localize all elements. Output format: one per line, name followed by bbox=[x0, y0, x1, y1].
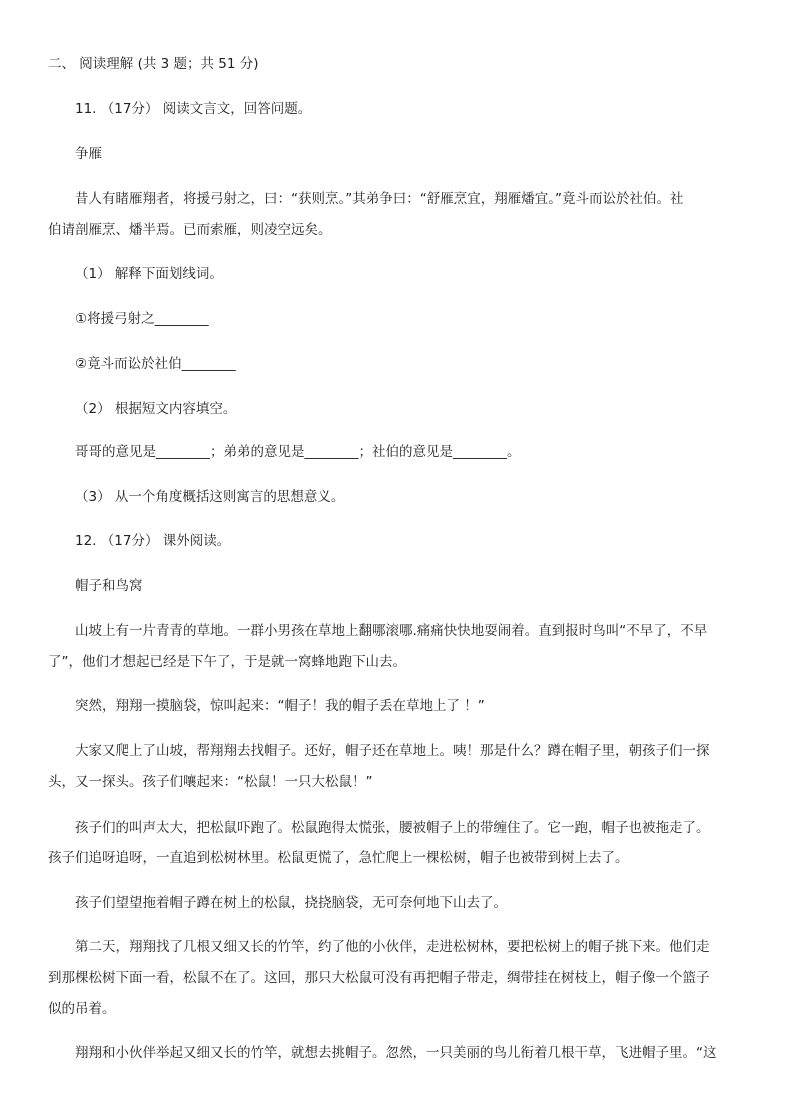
paragraph-line: 大家又爬上了山坡，帮翔翔去找帽子。还好，帽子还在草地上。咦！那是什么？蹲在帽子里，朝孩子们一探 bbox=[75, 743, 710, 759]
sub-question-1a: ①将援弓射之________ bbox=[75, 311, 209, 327]
section-header: 二、 阅读理解 (共 3 题；共 51 分) bbox=[48, 56, 259, 72]
passage-line: 伯请剖雁烹、燔半焉。已而索雁，则凌空远矣。 bbox=[48, 222, 332, 238]
paragraph-line: 似的吊着。 bbox=[48, 1001, 116, 1017]
question-11-stem: 11. （17分） 阅读文言文，回答问题。 bbox=[75, 101, 312, 117]
paragraph-line: 孩子们追呀追呀，一直追到松树林里。松鼠更慌了，急忙爬上一棵松树，帽子也被带到树上去了。 bbox=[48, 850, 629, 866]
sub-question-1: （1） 解释下面划线词。 bbox=[75, 266, 223, 282]
sub-question-2: （2） 根据短文内容填空。 bbox=[75, 401, 237, 417]
question-12-stem: 12. （17分） 课外阅读。 bbox=[75, 533, 231, 549]
sub-question-1b: ②竟斗而讼於社伯________ bbox=[75, 356, 236, 372]
passage-line: 昔人有睹雁翔者，将援弓射之，曰：“获则烹。”其弟争曰：“舒雁烹宜，翔雁燔宜。”竟斗而讼於社伯。社 bbox=[75, 191, 684, 207]
paragraph-line: 翔翔和小伙伴举起又细又长的竹竿，就想去挑帽子。忽然，一只美丽的鸟儿衔着几根干草，飞进帽子里。“这 bbox=[75, 1045, 717, 1061]
paragraph-line: 头，又一探头。孩子们嚷起来：“松鼠！一只大松鼠！” bbox=[48, 774, 373, 790]
sub-question-3: （3） 从一个角度概括这则寓言的思想意义。 bbox=[75, 489, 345, 505]
passage-title: 争雁 bbox=[75, 146, 102, 162]
paragraph-line: 突然，翔翔一摸脑袋，惊叫起来：“帽子！我的帽子丢在草地上了 ！” bbox=[75, 698, 485, 714]
sub-question-2-fill: 哥哥的意见是________；弟弟的意见是________；社伯的意见是________。 bbox=[75, 444, 521, 460]
paragraph-line: 到那棵松树下面一看，松鼠不在了。这回，那只大松鼠可没有再把帽子带走，绸带挂在树枝上，帽子像一个篮子 bbox=[48, 970, 710, 986]
paragraph-line: 孩子们望望拖着帽子蹲在树上的松鼠，挠挠脑袋，无可奈何地下山去了。 bbox=[75, 895, 507, 911]
paragraph-line: 孩子们的叫声太大，把松鼠吓跑了。松鼠跑得太慌张，腰被帽子上的带缠住了。它一跑，帽子也被拖走了。 bbox=[75, 820, 710, 836]
paragraph-line: 山坡上有一片青青的草地。一群小男孩在草地上翻哪滚哪.痛痛快快地耍闹着。直到报时鸟叫“不早了，不早 bbox=[75, 623, 708, 639]
paragraph-line: 第二天，翔翔找了几根又细又长的竹竿，约了他的小伙伴，走进松树林，要把松树上的帽子挑下来。他们走 bbox=[75, 939, 710, 955]
paragraph-line: 了”，他们才想起已经是下午了，于是就一窝蜂地跑下山去。 bbox=[48, 654, 406, 670]
passage-title: 帽子和鸟窝 bbox=[75, 578, 143, 594]
